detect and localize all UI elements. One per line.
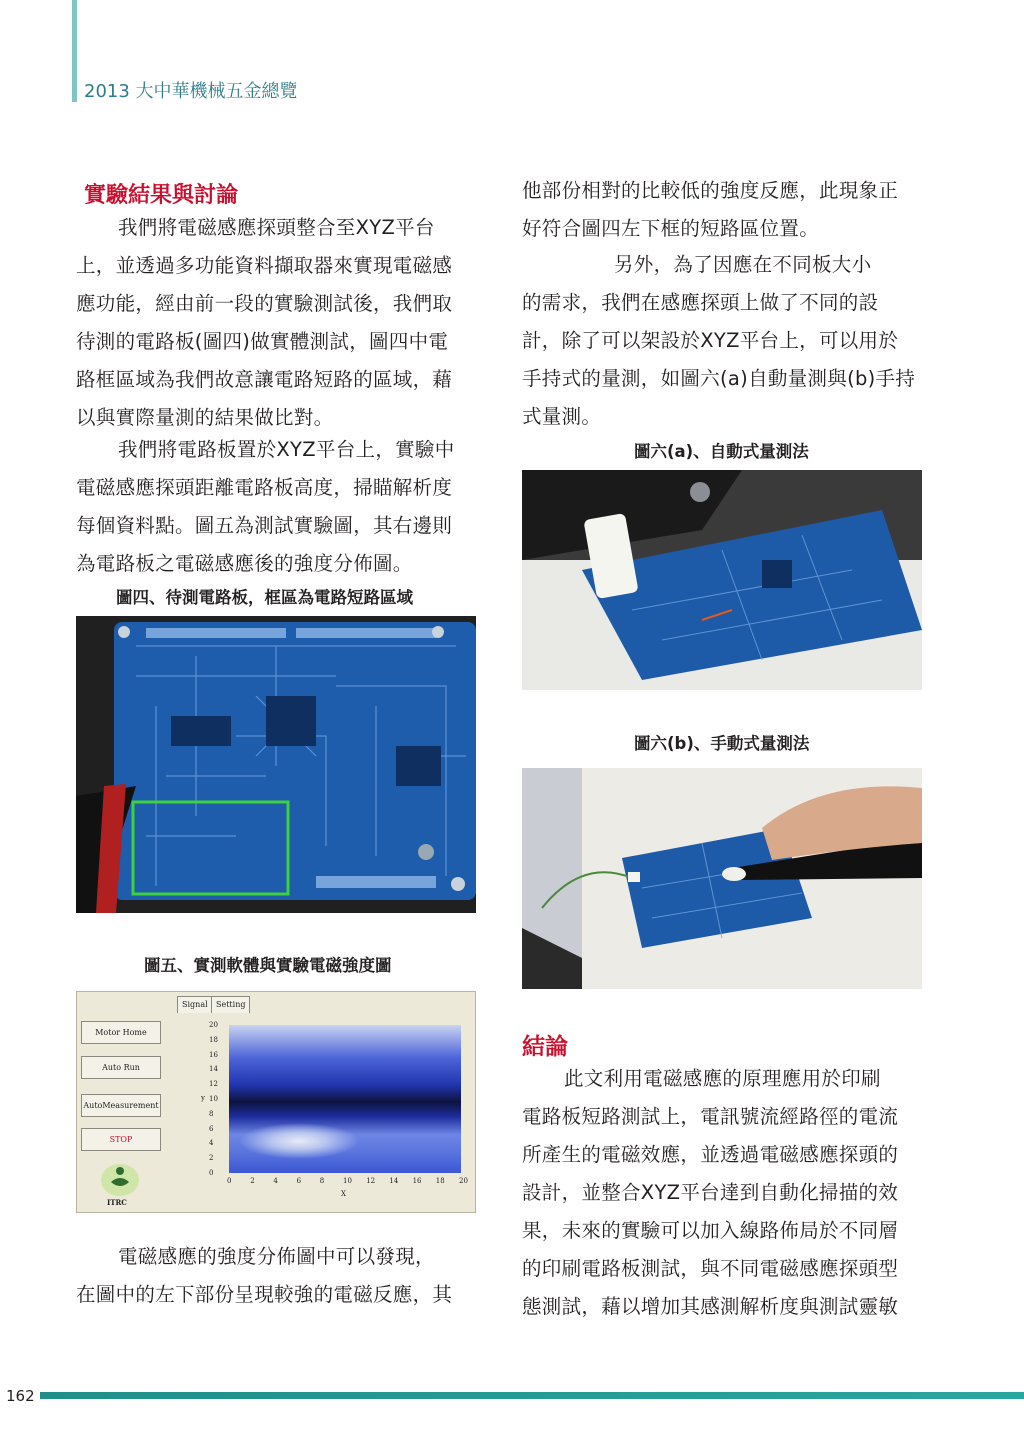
y-tick-label: 14 [209, 1065, 218, 1074]
text-line: 設計，並整合XYZ平台達到自動化掃描的效 [522, 1181, 899, 1204]
text-line: 應功能，經由前一段的實驗測試後，我們取 [76, 292, 453, 315]
paragraph-conclusion [522, 1060, 922, 1326]
y-tick-label: 10 [209, 1095, 218, 1103]
text-line: 他部份相對的比較低的強度反應，此現象正 [522, 179, 899, 202]
figure4-pcb-photo [76, 616, 476, 913]
paragraph-continued [522, 172, 922, 248]
stop-button[interactable]: STOP [81, 1128, 161, 1151]
text-line: 的印刷電路板測試，與不同電磁感應探頭型 [522, 1257, 899, 1280]
paragraph-results-2 [76, 431, 476, 583]
text-line: 另外，為了因應在不同板大小 [614, 253, 872, 276]
page-number: 162 [6, 1387, 35, 1405]
x-tick-label: 14 [389, 1177, 399, 1185]
pcb-illustration [76, 616, 476, 913]
x-tick-label: 18 [435, 1177, 445, 1185]
text-line: 電磁感應探頭距離電路板高度，掃瞄解析度 [76, 476, 453, 499]
auto-measurement-illustration [522, 470, 922, 690]
header-accent-bar [72, 0, 77, 102]
y-tick-label: 8 [209, 1109, 214, 1118]
text-line: 電磁感應的強度分佈圖中可以發現， [118, 1245, 435, 1268]
text-line: 好符合圖四左下框的短路區位置。 [522, 217, 820, 240]
tab-signal[interactable]: Signal [177, 996, 213, 1013]
section-heading-results: 實驗結果與討論 [84, 183, 239, 208]
figure6a-auto-measurement-photo [522, 470, 922, 690]
x-tick-label: 4 [273, 1177, 278, 1185]
auto-measurement-button[interactable]: AutoMeasurement [81, 1094, 161, 1117]
itrc-logo-text: ITRC [107, 1198, 127, 1207]
text-line: 待測的電路板(圖四)做實體測試，圖四中電 [76, 330, 449, 353]
text-line: 每個資料點。圖五為測試實驗圖，其右邊則 [76, 514, 453, 537]
text-line: 式量測。 [522, 405, 602, 428]
paragraph-results-3 [76, 1238, 476, 1314]
x-tick-label: 2 [250, 1177, 255, 1185]
heatmap-y-label: y [201, 1094, 205, 1102]
heatmap-plot [229, 1025, 461, 1173]
x-tick-label: 0 [227, 1177, 232, 1185]
text-line: 的需求，我們在感應探頭上做了不同的設 [522, 291, 879, 314]
footer-bar [40, 1392, 1024, 1399]
y-tick-label: 4 [209, 1139, 214, 1148]
text-line: 所產生的電磁效應，並透過電磁感應探頭的 [522, 1143, 899, 1166]
y-tick-label: 0 [209, 1169, 214, 1177]
y-tick-label: 20 [209, 1021, 218, 1029]
x-tick-label: 20 [459, 1177, 468, 1185]
paragraph-results-1 [76, 209, 476, 437]
y-tick-label: 12 [209, 1080, 218, 1089]
heatmap-x-label: X [341, 1190, 346, 1198]
auto-run-button[interactable]: Auto Run [81, 1056, 161, 1079]
text-line: 果，未來的實驗可以加入線路佈局於不同層 [522, 1219, 899, 1242]
x-tick-label: 12 [366, 1177, 376, 1185]
text-line: 為電路板之電磁感應後的強度分佈圖。 [76, 552, 413, 575]
text-line: 此文利用電磁感應的原理應用於印刷 [564, 1067, 881, 1090]
page-header-title: 2013 大中華機械五金總覽 [84, 81, 298, 102]
text-line: 在圖中的左下部份呈現較強的電磁反應，其 [76, 1283, 453, 1306]
paragraph-handheld [522, 246, 922, 436]
figure6b-manual-measurement-photo [522, 768, 922, 989]
text-line: 以與實際量測的結果做比對。 [76, 406, 334, 429]
text-line: 我們將電路板置於XYZ平台上，實驗中 [118, 438, 455, 461]
x-tick-label: 6 [296, 1177, 302, 1185]
text-line: 計，除了可以架設於XYZ平台上，可以用於 [522, 329, 899, 352]
figure6b-caption: 圖六(b)、手動式量測法 [634, 734, 810, 753]
motor-home-button[interactable]: Motor Home [81, 1021, 161, 1044]
x-tick-label: 10 [343, 1177, 352, 1185]
figure6a-caption: 圖六(a)、自動式量測法 [634, 442, 809, 461]
y-tick-label: 18 [209, 1035, 218, 1044]
y-tick-label: 16 [209, 1050, 218, 1059]
tab-setting[interactable]: Setting [211, 996, 250, 1013]
x-tick-label: 16 [412, 1177, 422, 1185]
text-line: 態測試，藉以增加其感測解析度與測試靈敏 [522, 1295, 899, 1318]
text-line: 上，並透過多功能資料擷取器來實現電磁感 [76, 254, 453, 277]
figure4-caption: 圖四、待測電路板，框區為電路短路區域 [116, 588, 413, 607]
figure5-software-screenshot [76, 991, 476, 1213]
text-line: 我們將電磁感應探頭整合至XYZ平台 [118, 216, 435, 239]
x-tick-label: 8 [319, 1177, 325, 1185]
text-line: 路框區域為我們故意讓電路短路的區域，藉 [76, 368, 453, 391]
y-tick-label: 6 [209, 1124, 214, 1133]
y-tick-label: 2 [209, 1154, 214, 1163]
section-heading-conclusion: 結論 [522, 1034, 568, 1060]
text-line: 手持式的量測，如圖六(a)自動量測與(b)手持 [522, 367, 916, 390]
figure5-caption: 圖五、實測軟體與實驗電磁強度圖 [144, 956, 392, 975]
text-line: 電路板短路測試上，電訊號流經路徑的電流 [522, 1105, 899, 1128]
manual-measurement-illustration [522, 768, 922, 989]
